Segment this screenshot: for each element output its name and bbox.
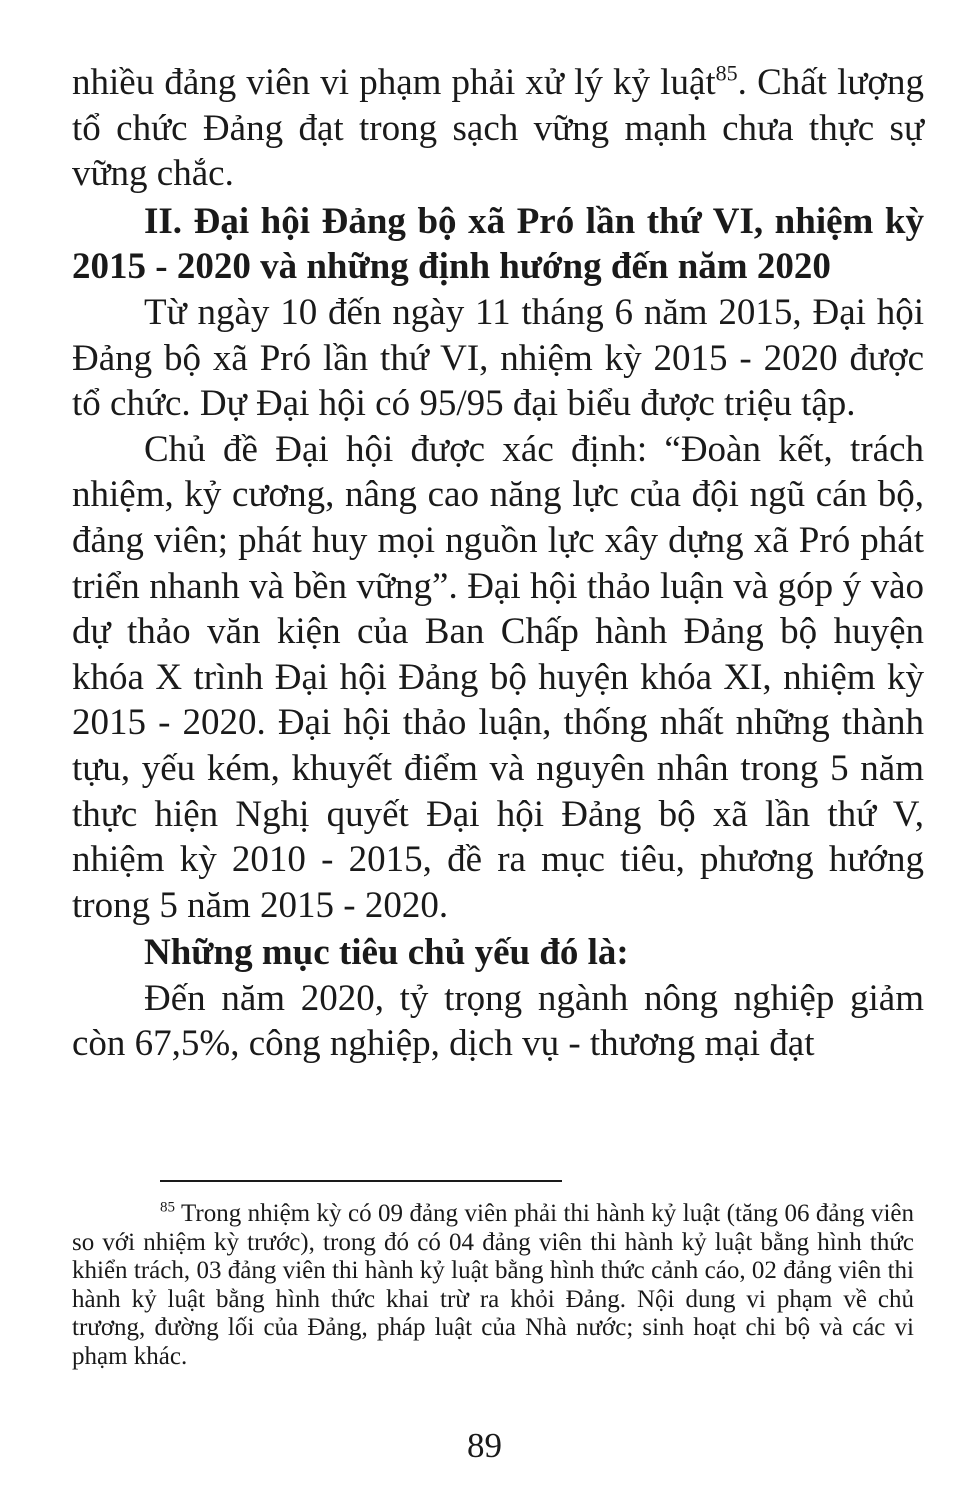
footnote-text: Trong nhiệm kỳ có 09 đảng viên phải thi hành kỷ luật (tăng 06 đảng viên so với nhiệm kỳ trước), trong đó có 04 đảng viên thi hành kỷ luật bằng hình thức khiển trách, 03 đảng viên thi hành kỷ luật bằng hình thức cảnh cáo, 02 đảng viên thi hành kỷ luật bằng hình thức khai trừ ra khỏi Đảng. Nội dung vi phạm về chủ trương, đường lối của Đảng, pháp luật của Nhà nước; sinh hoạt chi bộ và các vi phạm khác.	[72, 1200, 914, 1370]
main-text	[72, 60, 924, 1067]
footnote-marker: 85	[160, 1199, 175, 1216]
paragraph-congress-dates: Từ ngày 10 đến ngày 11 tháng 6 năm 2015, Đại hội Đảng bộ xã Pró lần thứ VI, nhiệm kỳ 2015 - 2020 được tổ chức. Dự Đại hội có 95/95 đại biểu được triệu tập.	[72, 291, 924, 425]
page-body	[72, 60, 924, 1067]
goals-subheading: Những mục tiêu chủ yếu đó là:	[144, 932, 629, 974]
footnote	[72, 1200, 914, 1371]
continuation-text-end: . Chất lượng tổ chức Đảng đạt trong sạch vững mạnh chưa thực sự vững chắc.	[72, 62, 925, 195]
footnote-divider	[160, 1180, 562, 1182]
paragraph-congress-theme: Chủ đề Đại hội được xác định: “Đoàn kết, trách nhiệm, kỷ cương, nâng cao năng lực của đội ngũ cán bộ, đảng viên; phát huy mọi nguồn lực xây dựng xã Pró phát triển nhanh và bền vững”. Đại hội thảo luận và góp ý vào dự thảo văn kiện của Ban Chấp hành Đảng bộ huyện khóa X trình Đại hội Đảng bộ huyện khóa XI, nhiệm kỳ 2015 - 2020. Đại hội thảo luận, thống nhất những thành tựu, yếu kém, khuyết điểm và nguyên nhân trong 5 năm thực hiện Nghị quyết Đại hội Đảng bộ xã lần thứ V, nhiệm kỳ 2010 - 2015, đề ra mục tiêu, phương hướng trong 5 năm 2015 - 2020.	[72, 428, 924, 926]
section-heading: II. Đại hội Đảng bộ xã Pró lần thứ VI, nhiệm kỳ 2015 - 2020 và những định hướng đến năm 2020	[72, 200, 924, 288]
paragraph-goals: Đến năm 2020, tỷ trọng ngành nông nghiệp giảm còn 67,5%, công nghiệp, dịch vụ - thương mại đạt	[72, 977, 924, 1065]
continuation-text: nhiều đảng viên vi phạm phải xử lý kỷ luật	[72, 62, 716, 103]
page-number: 89	[467, 1426, 502, 1465]
continuation-paragraph	[72, 60, 924, 197]
footnote-reference[interactable]: 85	[715, 60, 738, 86]
